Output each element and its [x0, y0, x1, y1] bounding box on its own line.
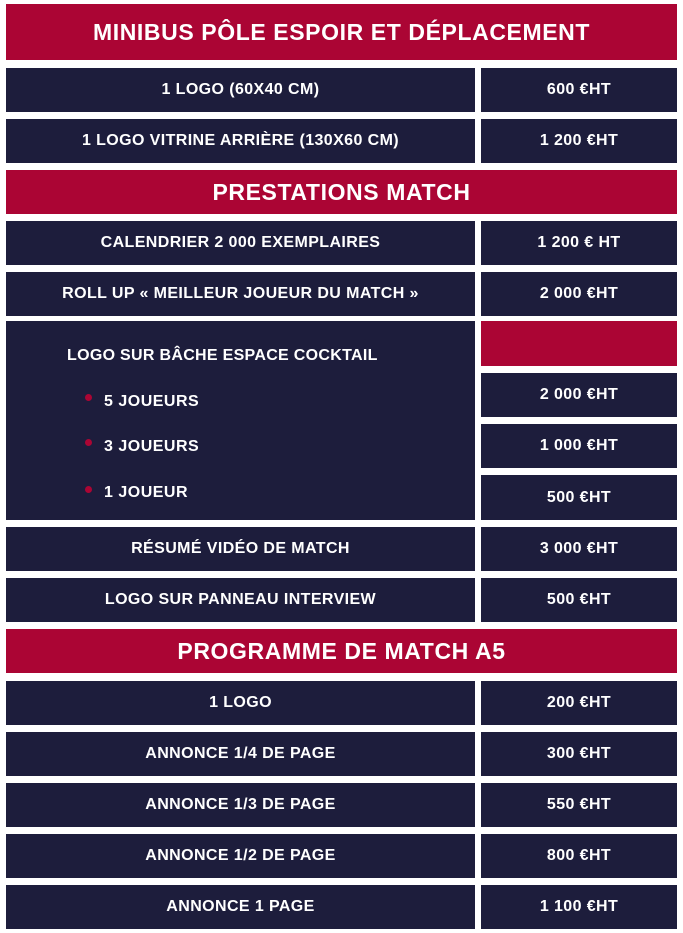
row-label-annonce-quart: ANNONCE 1/4 DE PAGE — [6, 732, 475, 776]
row-label-calendrier: CALENDRIER 2 000 EXEMPLAIRES — [6, 221, 475, 265]
row-price-roll-up: 2 000 €HT — [481, 272, 677, 316]
row-label-annonce-tiers: ANNONCE 1/3 DE PAGE — [6, 783, 475, 827]
bache-price-1-joueur: 500 €HT — [481, 475, 677, 520]
row-label-resume-video: RÉSUMÉ VIDÉO DE MATCH — [6, 527, 475, 571]
bache-price-header — [481, 321, 677, 366]
bache-option-label: 5 JOUEURS — [104, 393, 200, 410]
row-price-1-logo: 200 €HT — [481, 681, 677, 725]
bache-price-5-joueurs: 2 000 €HT — [481, 373, 677, 417]
row-price-logo-60x40: 600 €HT — [481, 68, 677, 112]
row-price-annonce-demi: 800 €HT — [481, 834, 677, 878]
section-header-programme-match: PROGRAMME DE MATCH A5 — [6, 629, 677, 673]
section-header-prestations-match: PRESTATIONS MATCH — [6, 170, 677, 214]
row-label-logo-vitrine: 1 LOGO VITRINE ARRIÈRE (130X60 CM) — [6, 119, 475, 163]
row-label-1-logo: 1 LOGO — [6, 681, 475, 725]
bullet-dot-icon — [85, 439, 92, 446]
row-label-panneau-interview: LOGO SUR PANNEAU INTERVIEW — [6, 578, 475, 622]
row-price-annonce-page: 1 100 €HT — [481, 885, 677, 929]
row-price-logo-vitrine: 1 200 €HT — [481, 119, 677, 163]
row-price-annonce-tiers: 550 €HT — [481, 783, 677, 827]
row-price-annonce-quart: 300 €HT — [481, 732, 677, 776]
bache-title: LOGO SUR BÂCHE ESPACE COCKTAIL — [67, 347, 378, 364]
row-label-logo-60x40: 1 LOGO (60X40 CM) — [6, 68, 475, 112]
row-price-calendrier: 1 200 € HT — [481, 221, 677, 265]
row-label-roll-up: ROLL UP « MEILLEUR JOUEUR DU MATCH » — [6, 272, 475, 316]
bache-price-3-joueurs: 1 000 €HT — [481, 424, 677, 468]
row-label-annonce-page: ANNONCE 1 PAGE — [6, 885, 475, 929]
row-price-resume-video: 3 000 €HT — [481, 527, 677, 571]
row-label-annonce-demi: ANNONCE 1/2 DE PAGE — [6, 834, 475, 878]
bullet-dot-icon — [85, 394, 92, 401]
row-price-panneau-interview: 500 €HT — [481, 578, 677, 622]
bache-options-block — [6, 321, 475, 520]
section-header-minibus: MINIBUS PÔLE ESPOIR ET DÉPLACEMENT — [6, 4, 677, 60]
bache-option-label: 1 JOUEUR — [104, 484, 189, 501]
bache-option-label: 3 JOUEURS — [104, 438, 200, 455]
bullet-dot-icon — [85, 486, 92, 493]
